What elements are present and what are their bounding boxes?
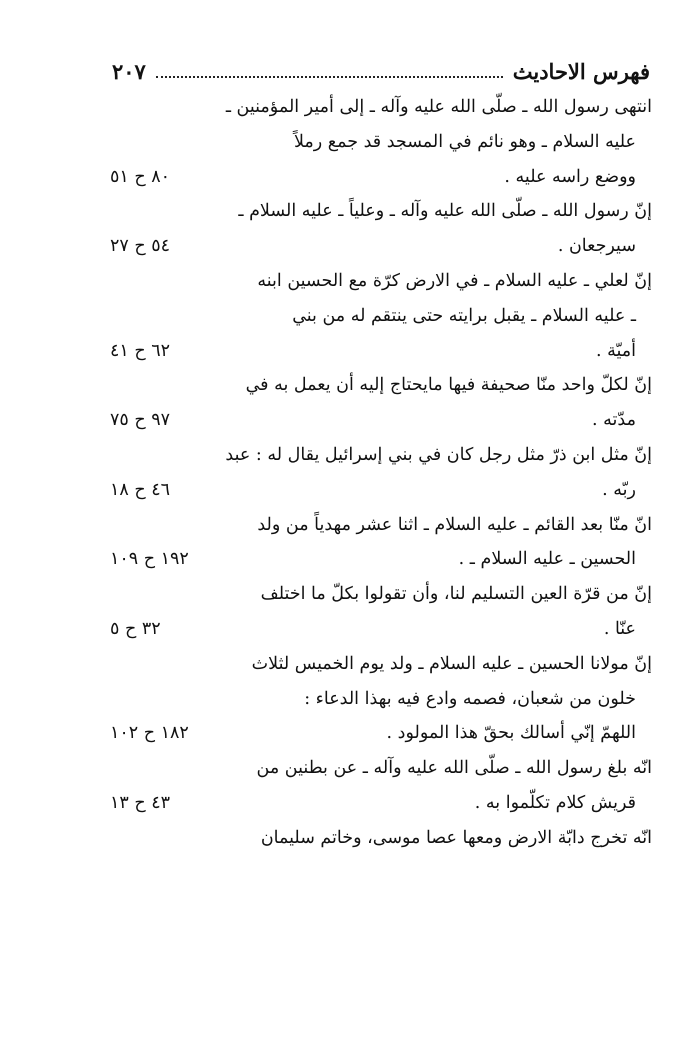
- hadith-text: ربّه .: [602, 479, 636, 500]
- entry-line: [110, 716, 652, 751]
- hadith-text: اللهمّ إنّي أسالك بحقّ هذا المولود .: [386, 723, 636, 744]
- entry-line: [110, 403, 652, 438]
- entry-line: [110, 194, 652, 229]
- entry-line: [110, 264, 652, 299]
- page-reference: ١٨٢ ح ١٠٢: [110, 723, 189, 744]
- dotted-leader: [156, 76, 503, 78]
- entry-line: [110, 647, 652, 682]
- page-reference: ٣٢ ح ٥: [110, 618, 161, 639]
- hadith-text: عليه السلام ـ وهو نائم في المسجد قد جمع رملاً: [293, 131, 636, 152]
- hadith-text: ووضع راسه عليه .: [504, 166, 636, 187]
- hadith-index-list: [110, 90, 652, 856]
- entry-line: [110, 299, 652, 334]
- entry-line: [110, 577, 652, 612]
- entry-line: [110, 508, 652, 543]
- page-reference: ٨٠ ح ٥١: [110, 166, 171, 187]
- entry-line: [110, 90, 652, 125]
- entry-line: [110, 229, 652, 264]
- entry-line: [110, 612, 652, 647]
- entry-line: [110, 751, 652, 786]
- entry-line: [110, 542, 652, 577]
- hadith-text: سيرجعان .: [557, 236, 636, 257]
- page-reference: ١٩٢ ح ١٠٩: [110, 549, 189, 570]
- hadith-text: ـ عليه السلام ـ يقبل برايته حتى ينتقم له من بني: [292, 305, 636, 326]
- hadith-text: انّ منّا بعد القائم ـ عليه السلام ـ اثنا عشر مهدياً من ولد: [257, 514, 652, 535]
- entry-line: [110, 473, 652, 508]
- entry-line: [110, 682, 652, 717]
- hadith-text: مدّته .: [592, 410, 636, 431]
- hadith-text: إنّ مولانا الحسين ـ عليه السلام ـ ولد يوم الخميس لثلاث: [251, 653, 652, 674]
- hadith-text: إنّ رسول الله ـ صلّى الله عليه وآله ـ وعلياً ـ عليه السلام ـ: [238, 201, 652, 222]
- entry-line: [110, 821, 652, 856]
- hadith-text: أميّة .: [595, 340, 636, 361]
- hadith-text: انّه بلغ رسول الله ـ صلّى الله عليه وآله ـ عن بطنين من: [256, 758, 652, 779]
- page-reference: ٦٢ ح ٤١: [110, 340, 171, 361]
- page-reference: ٩٧ ح ٧٥: [110, 410, 171, 431]
- entry-line: [110, 368, 652, 403]
- hadith-text: إنّ لعلي ـ عليه السلام ـ في الارض كرّة مع الحسين ابنه: [257, 270, 652, 291]
- entry-line: [110, 125, 652, 160]
- entry-line: [110, 160, 652, 195]
- page-reference: ٥٤ ح ٢٧: [110, 236, 171, 257]
- hadith-text: عنّا .: [603, 618, 636, 639]
- page-reference: ٤٦ ح ١٨: [110, 479, 171, 500]
- hadith-text: خلون من شعبان، فصمه وادع فيه بهذا الدعاء :: [304, 688, 636, 709]
- hadith-text: إنّ لكلّ واحد منّا صحيفة فيها مايحتاج إليه أن يعمل به في: [245, 375, 652, 396]
- page-reference: ٤٣ ح ١٣: [110, 792, 171, 813]
- running-header: [112, 52, 650, 86]
- hadith-text: إنّ مثل ابن ذرّ مثل رجل كان في بني إسرائيل يقال له : عبد: [225, 444, 652, 465]
- hadith-text: الحسين ـ عليه السلام ـ .: [458, 549, 636, 570]
- hadith-text: انتهى رسول الله ـ صلّى الله عليه وآله ـ إلى أمير المؤمنين ـ: [225, 97, 652, 117]
- entry-line: [110, 334, 652, 369]
- hadith-text: إنّ من قرّة العين التسليم لنا، وأن تقولوا بكلّ ما اختلف: [260, 584, 652, 605]
- entry-line: [110, 438, 652, 473]
- page-number: ٢٠٧: [112, 59, 146, 84]
- page-title: فهرس الاحاديث: [512, 59, 650, 84]
- hadith-text: قريش كلام تكلّموا به .: [474, 792, 636, 813]
- hadith-text: انّه تخرج دابّة الارض ومعها عصا موسى، وخاتم سليمان: [260, 827, 652, 848]
- entry-line: [110, 786, 652, 821]
